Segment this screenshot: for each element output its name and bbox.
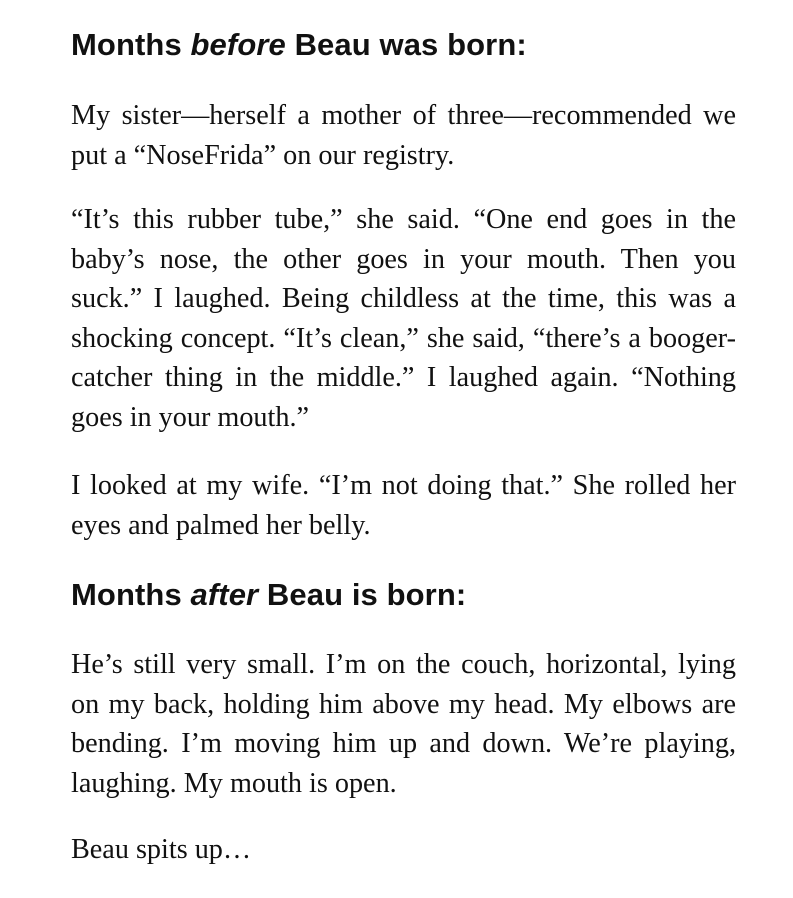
heading-prefix: Months	[71, 27, 191, 62]
paragraph-wife-reaction: I looked at my wife. “I’m not doing that.” She rolled her eyes and palmed her belly.	[71, 470, 736, 541]
section-heading-before	[71, 27, 527, 63]
paragraph-rubber-tube: “It’s this rubber tube,” she said. “One end goes in the baby’s nose, the other goes in your mouth. Then you suck.” I laughed. Being childless at the time, this was a shocking concept. “It’s clean,” she said, “there’s a booger-catcher thing in the middle.” I laughed again. “Nothing goes in your mouth.”	[71, 204, 736, 433]
section-heading-after	[71, 577, 466, 613]
heading-prefix: Months	[71, 577, 191, 612]
paragraph-registry: My sister—herself a mother of three—recommended we put a “NoseFrida” on our registry.	[71, 100, 736, 171]
heading-emphasis: after	[190, 577, 259, 612]
paragraph-couch-play: He’s still very small. I’m on the couch, horizontal, lying on my back, holding him above my head. My elbows are bending. I’m moving him up and down. We’re playing, laughing. My mouth is open.	[71, 649, 736, 799]
paragraph-spits-up: Beau spits up…	[71, 834, 252, 865]
heading-suffix: Beau is born:	[258, 577, 467, 612]
heading-suffix: Beau was born:	[285, 27, 527, 62]
heading-emphasis: before	[190, 27, 286, 62]
